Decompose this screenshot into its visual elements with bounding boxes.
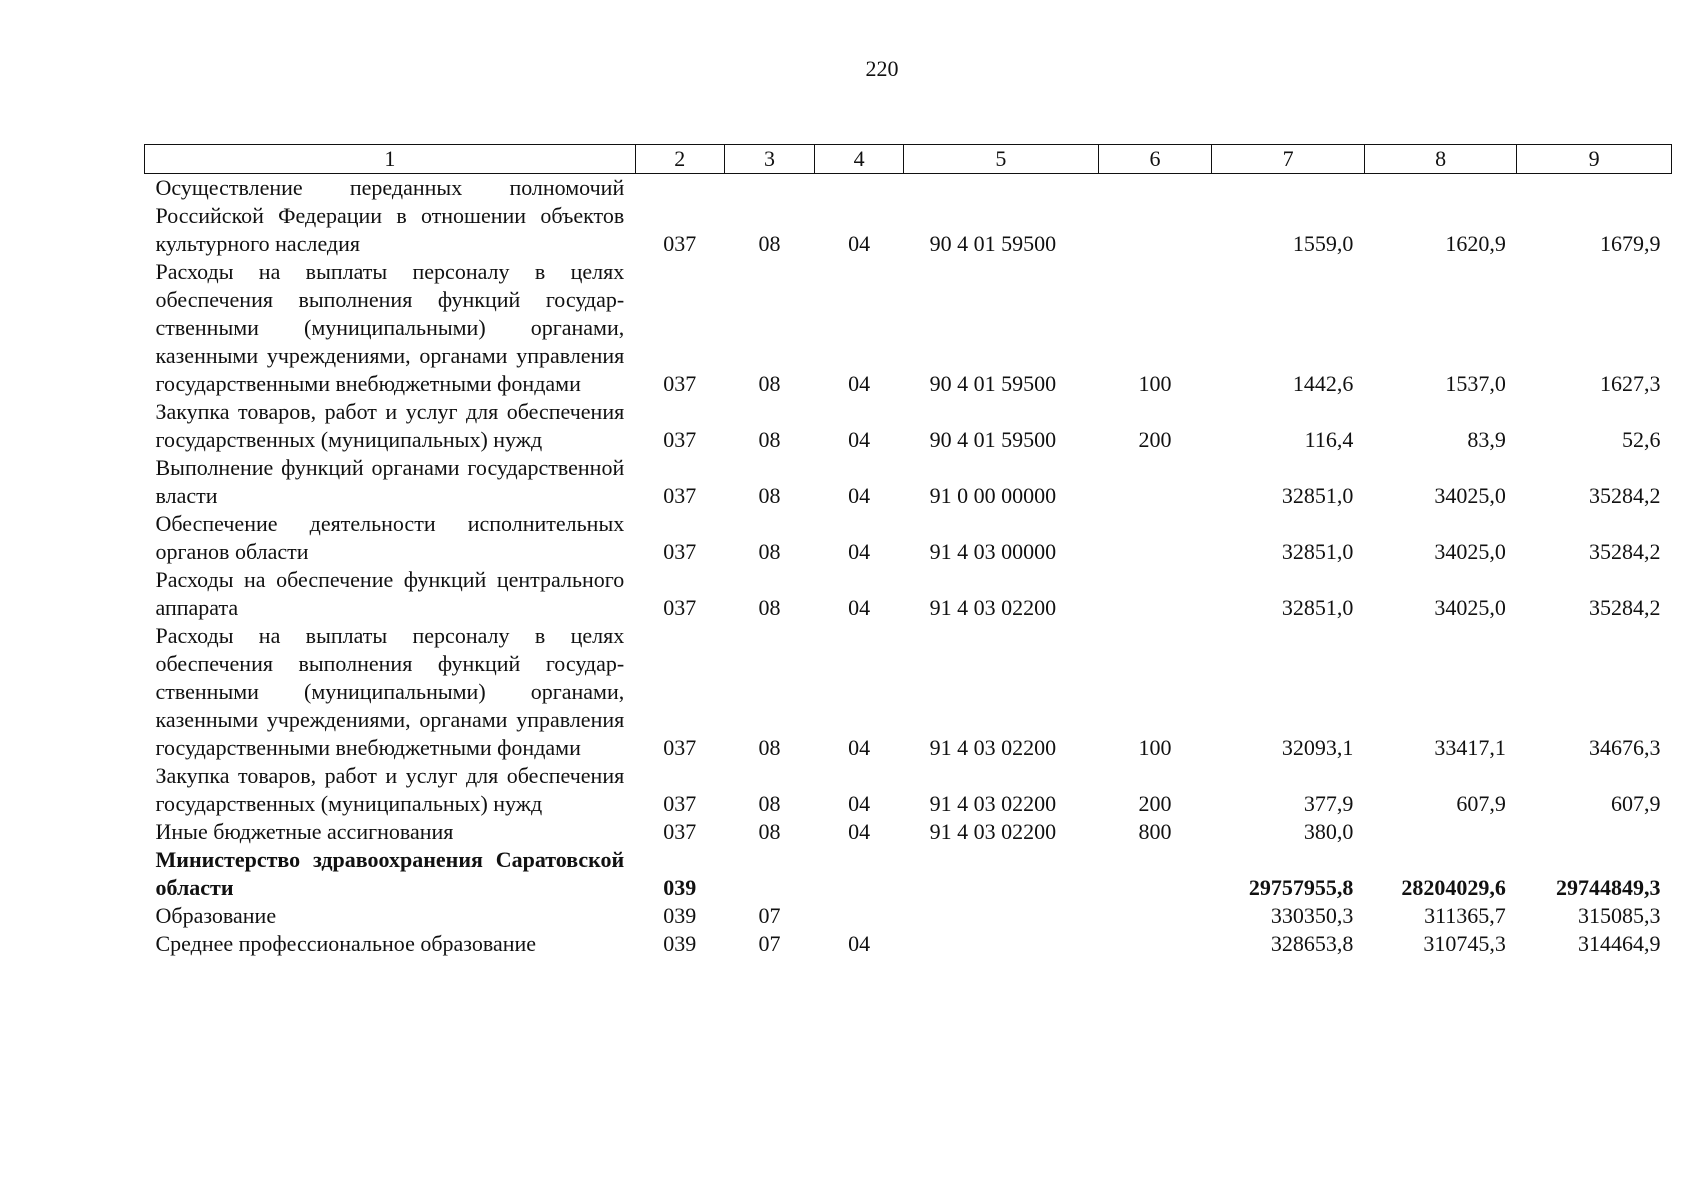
chapter-code: 037: [663, 231, 697, 256]
header-col-4: 4: [815, 145, 904, 174]
chapter-code: 037: [663, 791, 697, 816]
table-row: [145, 846, 1672, 902]
table-row: [145, 258, 1672, 398]
target-article-code: 91 4 03 00000: [929, 539, 1057, 564]
amount-year-2: 607,9: [1456, 791, 1506, 816]
chapter-code: 037: [663, 427, 697, 452]
subsection-code: 04: [848, 231, 871, 256]
row-name: Министерство здравоохранения Саратовской области: [155, 847, 625, 900]
expense-type-code: [1098, 174, 1212, 259]
chapter-code: 037: [663, 483, 697, 508]
expense-type-code: [1098, 566, 1212, 622]
table-row: [145, 762, 1672, 818]
subsection-code: 04: [848, 735, 871, 760]
amount-year-1: 330350,3: [1270, 903, 1354, 928]
expense-type-code: 100: [1138, 371, 1172, 396]
chapter-code: 037: [663, 595, 697, 620]
expense-type-code: 200: [1138, 791, 1172, 816]
subsection-code: 04: [848, 427, 871, 452]
expense-type-code: 200: [1138, 427, 1172, 452]
row-name: Закупка товаров, работ и услуг для обеспечения государственных (муниципальных) нужд: [155, 763, 625, 816]
expense-type-code: [1098, 902, 1212, 930]
subsection-code: 04: [848, 595, 871, 620]
amount-year-2: 1620,9: [1445, 231, 1506, 256]
header-col-3: 3: [724, 145, 814, 174]
expense-type-code: 800: [1138, 819, 1172, 844]
header-col-1: 1: [145, 145, 636, 174]
amount-year-3: [1517, 818, 1672, 846]
budget-table: [144, 144, 1672, 958]
section-code: 08: [758, 819, 781, 844]
amount-year-3: 29744849,3: [1556, 875, 1661, 900]
row-name: Обеспечение деятельности исполнительных органов области: [155, 511, 625, 564]
subsection-code: 04: [848, 819, 871, 844]
row-name: Расходы на выплаты персоналу в целях обеспечения выполнения функций государственными (муниципальными) органами, казенными учреждениями, органами управления государственными внебюджетными фондами: [155, 623, 625, 760]
amount-year-1: 328653,8: [1270, 931, 1354, 956]
table-row: [145, 174, 1672, 259]
table-row: [145, 902, 1672, 930]
amount-year-2: 28204029,6: [1401, 875, 1506, 900]
header-col-6: 6: [1098, 145, 1212, 174]
section-code: 07: [758, 903, 781, 928]
amount-year-1: 32851,0: [1281, 483, 1354, 508]
amount-year-2: [1364, 818, 1516, 846]
row-name: Расходы на выплаты персоналу в целях обеспечения выполнения функций государственными (муниципальными) органами, казенными учреждениями, органами управления государственными внебюджетными фондами: [155, 259, 625, 396]
amount-year-3: 34676,3: [1589, 735, 1661, 760]
section-code: 08: [758, 483, 781, 508]
target-article-code: 91 4 03 02200: [929, 735, 1057, 760]
header-col-5: 5: [904, 145, 1098, 174]
header-col-8: 8: [1364, 145, 1516, 174]
amount-year-1: 32851,0: [1281, 539, 1354, 564]
row-name: Образование: [155, 903, 277, 928]
subsection-code: 04: [848, 931, 871, 956]
table-row: [145, 818, 1672, 846]
expense-type-code: [1098, 930, 1212, 958]
target-article-code: 91 4 03 02200: [929, 791, 1057, 816]
amount-year-2: 310745,3: [1423, 931, 1506, 956]
subsection-code: [815, 846, 904, 902]
header-col-2: 2: [635, 145, 724, 174]
section-code: 08: [758, 595, 781, 620]
target-article-code: 91 4 03 02200: [929, 595, 1057, 620]
expense-type-code: 100: [1138, 735, 1172, 760]
section-code: 08: [758, 735, 781, 760]
chapter-code: 037: [663, 735, 697, 760]
chapter-code: 037: [663, 539, 697, 564]
amount-year-1: 1442,6: [1292, 371, 1354, 396]
table-row: [145, 398, 1672, 454]
chapter-code: 039: [663, 903, 697, 928]
amount-year-1: 1559,0: [1292, 231, 1354, 256]
amount-year-2: 34025,0: [1434, 483, 1506, 508]
amount-year-2: 311365,7: [1424, 903, 1506, 928]
amount-year-1: 116,4: [1304, 427, 1354, 452]
table-row: [145, 930, 1672, 958]
row-name: Закупка товаров, работ и услуг для обеспечения государственных (муниципальных) нужд: [155, 399, 625, 452]
subsection-code: 04: [848, 791, 871, 816]
chapter-code: 037: [663, 371, 697, 396]
chapter-code: 039: [663, 875, 697, 900]
subsection-code: [815, 902, 904, 930]
amount-year-2: 34025,0: [1434, 539, 1506, 564]
amount-year-1: 32093,1: [1281, 735, 1354, 760]
subsection-code: 04: [848, 483, 871, 508]
row-name: Выполнение функций органами государственной власти: [155, 455, 625, 508]
amount-year-3: 1627,3: [1600, 371, 1661, 396]
amount-year-1: 32851,0: [1281, 595, 1354, 620]
chapter-code: 039: [663, 931, 697, 956]
amount-year-3: 35284,2: [1589, 595, 1661, 620]
target-article-code: [904, 930, 1098, 958]
amount-year-2: 33417,1: [1434, 735, 1506, 760]
amount-year-2: 83,9: [1467, 427, 1506, 452]
row-name: Осуществление переданных полномочий Российской Федерации в отношении объектов культурного наследия: [155, 175, 625, 256]
table-row: [145, 566, 1672, 622]
chapter-code: 037: [663, 819, 697, 844]
amount-year-3: 1679,9: [1600, 231, 1661, 256]
amount-year-3: 52,6: [1622, 427, 1661, 452]
section-code: [724, 846, 814, 902]
amount-year-2: 34025,0: [1434, 595, 1506, 620]
amount-year-1: 380,0: [1303, 819, 1354, 844]
target-article-code: [904, 846, 1098, 902]
target-article-code: 91 4 03 02200: [929, 819, 1057, 844]
expense-type-code: [1098, 846, 1212, 902]
target-article-code: 90 4 01 59500: [929, 371, 1057, 396]
expense-type-code: [1098, 454, 1212, 510]
section-code: 08: [758, 427, 781, 452]
target-article-code: 90 4 01 59500: [929, 427, 1057, 452]
page-number: 220: [865, 56, 899, 81]
header-col-9: 9: [1517, 145, 1672, 174]
amount-year-3: 607,9: [1611, 791, 1661, 816]
section-code: 08: [758, 371, 781, 396]
subsection-code: 04: [848, 371, 871, 396]
section-code: 08: [758, 791, 781, 816]
table-row: [145, 622, 1672, 762]
amount-year-3: 35284,2: [1589, 483, 1661, 508]
section-code: 08: [758, 231, 781, 256]
amount-year-1: 377,9: [1303, 791, 1354, 816]
section-code: 07: [758, 931, 781, 956]
target-article-code: 91 0 00 00000: [929, 483, 1057, 508]
amount-year-3: 35284,2: [1589, 539, 1661, 564]
row-name: Иные бюджетные ассигнования: [155, 819, 454, 844]
amount-year-2: 1537,0: [1445, 371, 1506, 396]
amount-year-3: 315085,3: [1578, 903, 1661, 928]
expense-type-code: [1098, 510, 1212, 566]
section-code: 08: [758, 539, 781, 564]
table-row: [145, 510, 1672, 566]
header-row: [145, 145, 1672, 174]
target-article-code: [904, 902, 1098, 930]
target-article-code: 90 4 01 59500: [929, 231, 1057, 256]
header-col-7: 7: [1212, 145, 1364, 174]
amount-year-3: 314464,9: [1578, 931, 1661, 956]
table-row: [145, 454, 1672, 510]
row-name: Расходы на обеспечение функций центрального аппарата: [155, 567, 625, 620]
subsection-code: 04: [848, 539, 871, 564]
row-name: Среднее профессиональное образование: [155, 931, 537, 956]
amount-year-1: 29757955,8: [1248, 875, 1354, 900]
